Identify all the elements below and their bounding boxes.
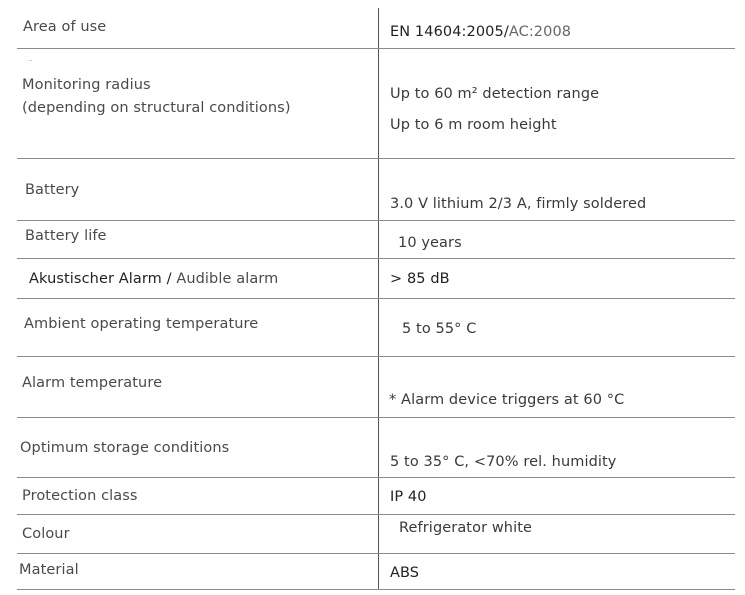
spec-value-cell bbox=[379, 514, 736, 553]
spec-label: Protection class bbox=[22, 487, 138, 504]
spec-label-cell bbox=[17, 514, 379, 553]
table-row bbox=[17, 417, 735, 477]
spec-value: IP 40 bbox=[390, 488, 427, 505]
spec-label: Optimum storage conditions bbox=[20, 439, 230, 456]
spec-label-cell bbox=[17, 356, 379, 417]
table-row bbox=[17, 220, 735, 258]
spec-value-line: Up to 6 m room height bbox=[390, 116, 557, 133]
table-row bbox=[17, 553, 735, 589]
spec-value-cell bbox=[379, 8, 736, 48]
spec-value: > 85 dB bbox=[390, 270, 450, 287]
spec-value: 3.0 V lithium 2/3 A, firmly soldered bbox=[390, 195, 647, 212]
spec-label: Area of use bbox=[23, 19, 107, 35]
spec-label-separator: / bbox=[161, 270, 177, 287]
spec-value-amendment: AC:2008 bbox=[508, 24, 572, 40]
spec-value: * Alarm device triggers at 60 °C bbox=[389, 391, 625, 408]
spec-label-german: Akustischer Alarm bbox=[29, 270, 162, 287]
spec-value-cell bbox=[379, 553, 736, 589]
spec-value-cell bbox=[379, 220, 736, 258]
decorative-mark: .. bbox=[28, 54, 33, 63]
table-row bbox=[17, 258, 735, 298]
table-row bbox=[17, 356, 735, 417]
spec-label-cell bbox=[17, 298, 379, 356]
specifications-table bbox=[17, 8, 735, 590]
spec-value-cell bbox=[379, 48, 736, 158]
spec-label: Battery bbox=[25, 181, 80, 198]
spec-value: 10 years bbox=[398, 234, 462, 251]
spec-label-cell bbox=[17, 477, 379, 514]
spec-label: Alarm temperature bbox=[22, 374, 163, 391]
spec-label-english: Audible alarm bbox=[176, 270, 279, 287]
spec-label-cell bbox=[17, 8, 379, 48]
spec-value: 5 to 55° C bbox=[402, 320, 477, 337]
spec-label-cell bbox=[17, 553, 379, 589]
spec-value-line: Up to 60 m² detection range bbox=[390, 85, 600, 102]
spec-label-line: (depending on structural conditions) bbox=[22, 99, 291, 116]
spec-value: ABS bbox=[390, 564, 420, 581]
spec-label-cell bbox=[17, 417, 379, 477]
table-row bbox=[17, 158, 735, 220]
spec-value-cell bbox=[379, 356, 736, 417]
spec-value-cell bbox=[379, 417, 736, 477]
table-row bbox=[17, 477, 735, 514]
spec-label-cell bbox=[17, 158, 379, 220]
spec-label: Colour bbox=[22, 525, 70, 542]
spec-value-cell bbox=[379, 158, 736, 220]
spec-label-cell bbox=[17, 258, 379, 298]
spec-label-cell bbox=[17, 220, 379, 258]
spec-label: Ambient operating temperature bbox=[24, 315, 259, 332]
spec-label: Material bbox=[19, 561, 79, 578]
spec-label: Battery life bbox=[25, 227, 107, 244]
spec-label-cell bbox=[17, 48, 379, 158]
spec-value-cell bbox=[379, 298, 736, 356]
spec-value-cell bbox=[379, 258, 736, 298]
table-row bbox=[17, 8, 735, 48]
spec-label-line: Monitoring radius bbox=[22, 76, 151, 93]
spec-value-standard: EN 14604:2005/ bbox=[390, 24, 509, 40]
table-row bbox=[17, 514, 735, 553]
spec-value-cell bbox=[379, 477, 736, 514]
table-row bbox=[17, 48, 735, 158]
spec-value: 5 to 35° C, <70% rel. humidity bbox=[390, 453, 617, 470]
table-row bbox=[17, 298, 735, 356]
spec-value: Refrigerator white bbox=[399, 519, 533, 536]
